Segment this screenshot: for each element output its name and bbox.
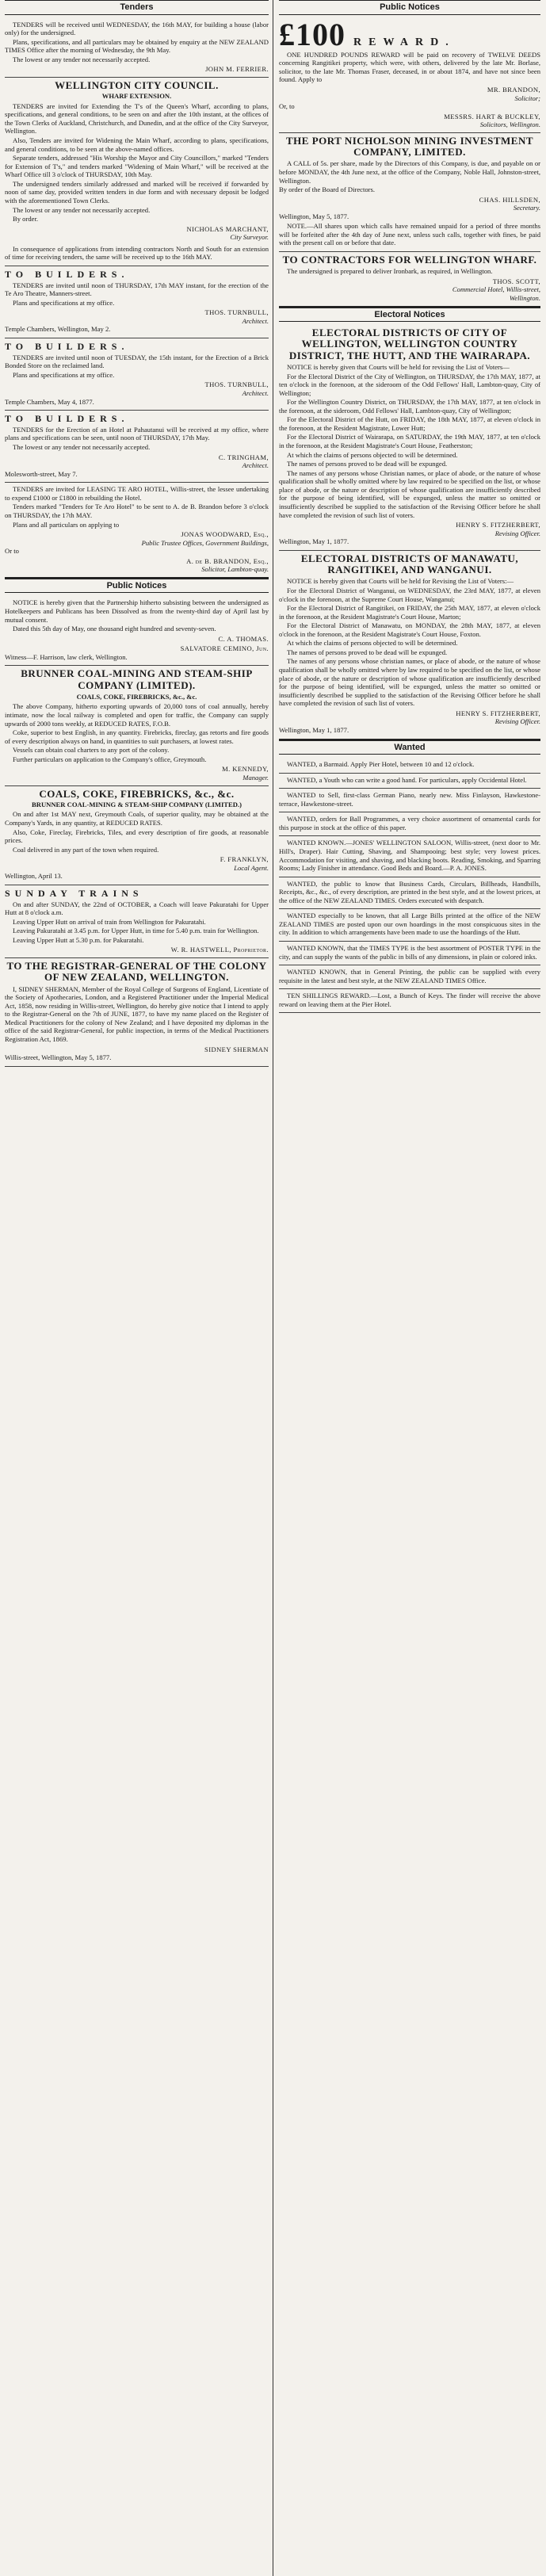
section-title-public-left: Public Notices [5, 579, 269, 594]
right-column [273, 0, 545, 2576]
electoral1-p5: For the Electoral District of Wairarapa, on SATURDAY, the 19th MAY, 1877, at ten o'clock in the forenoon, at the Resident Magistrate's Court House, Featherston; [279, 433, 540, 450]
port-nicholson-title: THE PORT NICHOLSON MINING INVESTMENT COMPANY, LIMITED. [285, 134, 534, 159]
builders-store-title: Architect. [242, 389, 269, 397]
wanted-text: WANTED especially to be known, that all Large Bills printed at the office of the NEW ZEALAND TIMES are posted upon our own hoardings in the most conspicuous sites in the city. In addition to which arrangements have been made to use the hoardings of the Hutt. [279, 912, 540, 937]
wanted-text: WANTED, a Barmaid. Apply Pier Hotel, between 10 and 12 o'clock. [287, 760, 475, 769]
wanted-text: TEN SHILLINGS REWARD.—Lost, a Bunch of Keys. The finder will receive the above reward on leaving them at the Pier Hotel. [279, 992, 540, 1008]
tender-house-p2: Plans, specifications, and all particulars may be obtained by enquiry at the NEW ZEALAND TIMES Office after the morning of Wednesday, the 9th May. [5, 37, 269, 55]
registrar-body: I, SIDNEY SHERMAN, Member of the Royal College of Surgeons of England, Licentiate of the Society of Apothecaries, London, and a Registered Practitioner under the Imperial Medical Act, 1858, now residing in Willis-street, Wellington, do hereby give notice that I intend to apply to the Registrar-General on the 7th of JUNE, 1877, to have my name placed on the Register of Medical Practitioners for the colony of New Zealand; and I have deposited my diplomas in the office of the said Registrar-General, for public inspection, in terms of the Medical Practitioners Registration Act, 1869. [5, 984, 269, 1043]
brunner2-signer-title: Local Agent. [234, 863, 269, 872]
wharf-p1: TENDERS are invited for Extending the T's of the Queen's Wharf, according to plans, specifications, and general conditions, to be seen on and after the 10th instant, at the offices of the Town Clerks of Auckland, Christchurch, and Dunedin, and at the office of the City Surveyor, Wellington. [5, 101, 269, 136]
tender-house [5, 18, 269, 78]
section-title-tenders: Tenders [5, 0, 269, 15]
reward-word: REWARD. [353, 36, 456, 48]
electoral2-date: Wellington, May 1, 1877. [279, 725, 349, 734]
brunner2-subtitle: BRUNNER COAL-MINING & STEAM-SHIP COMPANY (LIMITED.) [32, 800, 242, 808]
brunner1-signer-title: Manager. [242, 773, 269, 782]
reward-signer: MR. BRANDON, [487, 85, 540, 94]
electoral1-p6: At which the claims of persons objected to will be determined. [287, 450, 458, 459]
brunner2-title: COALS, COKE, FIREBRICKS, &c., &c. [39, 787, 235, 800]
wharf-extension [5, 78, 269, 266]
builders-hotel-body2: The lowest or any tender not necessarily accepted. [13, 443, 151, 451]
contractors-body: The undersigned is prepared to deliver Ironbark, as required, in Wellington. [287, 267, 493, 276]
brunner1-p3: Vessels can obtain coal charters to any port of the colony. [13, 746, 170, 755]
partnership-witness: Witness—F. Harrison, law clerk, Wellington. [5, 652, 128, 661]
reward-notice [279, 18, 540, 133]
builders-store-heading: TO BUILDERS. [5, 341, 129, 352]
builders-theatre-body2: Plans and specifications at my office. [13, 298, 115, 307]
wanted-text: WANTED, the public to know that Business Cards, Circulars, Billheads, Handbills, Receipts, &c., &c., of every description, are printed in the best style, and at the lowest prices, at the office of the NEW ZEALAND TIMES. Orders executed with despatch. [279, 879, 540, 904]
brunner2-address: Wellington, April 13. [5, 872, 63, 881]
builders-theatre-signer: THOS. TURNBULL, [204, 308, 269, 317]
electoral-notice-2 [279, 551, 540, 740]
builders-hotel-title: Architect. [242, 461, 269, 470]
electoral1-signer: HENRY S. FITZHERBERT, [456, 521, 540, 529]
builders-store-signer: THOS. TURNBULL, [204, 380, 269, 389]
reward-body: ONE HUNDRED POUNDS REWARD will be paid on recovery of TWELVE DEEDS concerning Rangitikei property, which were, with others, delivered by the late Mr. Borlase, solicitor, to the late Mr. Thomas Fraser, deceased, in or about 1874, and have not since been found. Apply to [279, 50, 540, 84]
builders-hotel-address: Molesworth-street, May 7. [5, 469, 78, 478]
sunday-trains-signer: W. R. HASTWELL, Proprietor. [170, 946, 269, 954]
brunner2-signer: F. FRANKLYN, [220, 855, 269, 864]
sunday-trains [5, 885, 269, 958]
builders-theatre [5, 266, 269, 338]
builders-store-body2: Plans and specifications at my office. [13, 370, 115, 379]
builders-store-body: TENDERS are invited until noon of TUESDAY, the 15th instant, for the Erection of a Brick Bonded Store on the reclaimed land. [5, 353, 269, 370]
electoral1-p4: For the Electoral District of the Hutt, on FRIDAY, the 18th MAY, 1877, at eleven o'clock in the forenoon, at the Resident Magistrate, Lower Hutt; [279, 415, 540, 432]
builders-store [5, 338, 269, 411]
brunner1-signer: M. KENNEDY, [222, 765, 269, 774]
electoral2-p4: For the Electoral District of Manawatu, on MONDAY, the 28th MAY, 1877, at eleven o'clock in the forenoon, at the Resident Magistrate's Court House, Foxton. [279, 621, 540, 638]
reward-amount: £100 [279, 16, 346, 52]
brunner1-p4: Further particulars on application to the Company's office, Greymouth. [13, 755, 207, 763]
port-nicholson-date: Wellington, May 5, 1877. [279, 212, 349, 220]
wanted-item [279, 758, 540, 774]
wharf-p3: Separate tenders, addressed "His Worship the Mayor and City Councillors," marked "Tenders for Extension of T's," and tenders marked "Widening of Main Wharf," will be received at the Wharf Office till 3 o'clock of THURSDAY, 10th May. [5, 154, 269, 179]
te-aro-body2: Tenders marked "Tenders for Te Aro Hotel" to be sent to A. de B. Brandon before 3 o'clock on THURSDAY, the 17th MAY. [5, 503, 269, 519]
electoral1-title: ELECTORAL DISTRICTS OF CITY OF WELLINGTON, WELLINGTON COUNTRY DISTRICT, THE HUTT, AND THE WAIRARAPA. [288, 327, 531, 361]
partnership-body: NOTICE is hereby given that the Partnership hitherto subsisting between the undersigned as Hotelkeepers and Publicans has been Dissolved as from the twenty-third day of April last by mutual consent. [5, 598, 269, 624]
te-aro-body: TENDERS are invited for LEASING TE ARO HOTEL, Willis-street, the lessee undertaking to expend £1000 or £1800 in rebuilding the Hotel. [5, 485, 269, 502]
wanted-text: WANTED, a Youth who can write a good hand. For particulars, apply Occidental Hotel. [287, 775, 527, 784]
registrar-signer: SIDNEY SHERMAN [204, 1045, 269, 1053]
electoral1-p8: The names of any persons whose Christian names, or place of abode, or the nature of whose qualification shall be wholly omitted where by law required to be specified on the list, or whose place of abode, or the nature or description of whose qualification are insufficiently described for the purpose of being identified, will be expunged, unless the matter so omitted or insufficiently described be supplied to the satisfaction of the Revising Officer before he shall have completed the revision of such list of voters. [279, 468, 540, 519]
wanted-text: WANTED KNOWN, that in General Printing, the public can be supplied with every requisite in the latest and best style, at the NEW ZEALAND TIMES Office. [279, 968, 540, 984]
sunday-trains-heading: SUNDAY TRAINS [5, 887, 143, 899]
electoral2-p2: For the Electoral District of Wanganui, on WEDNESDAY, the 23rd MAY, 1877, at eleven o'clock in the forenoon, at the Supreme Court House, Wanganui; [279, 586, 540, 603]
wanted-text: WANTED to Sell, first-class German Piano, nearly new. Miss Finlayson, Hawkestone-terrace, Hawkestone-street. [279, 791, 540, 808]
sunday-trains-p3: Leaving Pakuratahi at 3.45 p.m. for Upper Hutt, in time for 5.40 p.m. train for Wellington. [13, 927, 259, 935]
sunday-trains-p2: Leaving Upper Hutt on arrival of train from Wellington for Pakuratahi. [13, 917, 206, 926]
builders-theatre-heading: TO BUILDERS. [5, 268, 129, 280]
partnership-signer: C. A. THOMAS. [218, 634, 269, 643]
builders-hotel-body: TENDERS for the Erection of an Hotel at Pahautanui will be received at my office, where plans and specifications can be seen, until noon of THURSDAY, 17th May. [5, 425, 269, 442]
electoral1-p7: The names of persons proved to be dead will be expunged. [287, 460, 448, 468]
electoral2-title: ELECTORAL DISTRICTS OF MANAWATU, RANGITIKEI, AND WANGANUI. [300, 552, 519, 576]
wanted-text: WANTED, orders for Ball Programmes, a very choice assortment of ornamental cards for this purpose in stock at the office of this paper. [279, 815, 540, 831]
brunner2-p3: Coal delivered in any part of the town when required. [13, 845, 159, 854]
tender-house-p1: TENDERS will be received until WEDNESDAY, the 16th MAY, for building a house (labor only) for the undersigned. [5, 20, 269, 37]
contractors-signer-sub2: Wellington. [509, 294, 540, 302]
wharf-signer: NICHOLAS MARCHANT, [186, 224, 269, 233]
reward-header [279, 16, 540, 52]
te-aro-body3: Plans and all particulars on applying to [13, 520, 120, 529]
electoral1-p3: For the Wellington Country District, on THURSDAY, the 17th MAY, 1877, at ten o'clock in the forenoon, at the sideroom, Odd Fellows' Hall, Lambton-quay, City of Wellington; [279, 398, 540, 415]
port-nicholson-notice [279, 133, 540, 252]
section-title-wanted: Wanted [279, 740, 540, 755]
port-nicholson-signer-title: Secretary. [513, 204, 540, 212]
reward-signer2: MESSRS. HART & BUCKLEY, [444, 112, 540, 120]
brunner2-p1: On and after 1st MAY next, Greymouth Coals, of superior quality, may be obtained at the Company's Yards, in any quantity, at REDUCED RATES. [5, 810, 269, 827]
contractors-title: TO CONTRACTORS FOR WELLINGTON WHARF. [282, 254, 537, 266]
reward-signer-title: Solicitor; [514, 94, 540, 102]
wanted-item [279, 942, 540, 965]
brunner1-p2: Coke, superior to best English, in any quantity. Firebricks, fireclay, gas retorts and fire goods of every description always on hand, in quantities to suit purchasers, at lowest rates. [5, 728, 269, 745]
wharf-by-order: By order. [13, 215, 38, 224]
registrar-title: TO THE REGISTRAR-GENERAL OF THE COLONY OF NEW ZEALAND, WELLINGTON. [6, 960, 267, 984]
brunner2-p2: Also, Coke, Fireclay, Firebricks, Tiles, and every description of fire goods, at reasonable prices. [5, 827, 269, 845]
electoral-notice-1 [279, 325, 540, 551]
builders-theatre-title: Architect. [242, 316, 269, 325]
sunday-trains-p1: On and after SUNDAY, the 22nd of OCTOBER, a Coach will leave Pakuratahi for Upper Hutt at 8 o'clock a.m. [5, 900, 269, 917]
wanted-item [279, 909, 540, 942]
contractors-signer: THOS. SCOTT, [492, 277, 540, 285]
port-nicholson-note: NOTE.—All shares upon which calls have remained unpaid for a period of three months will be forfeited after the 4th day of June next, unless such calls, together with fines, be paid with the present call on or before that date. [279, 222, 540, 247]
partnership-body2: Dated this 5th day of May, one thousand eight hundred and seventy-seven. [13, 625, 216, 633]
brunner1-subtitle: COALS, COKE, FIREBRICKS, &c., &c. [76, 692, 197, 701]
te-aro-hotel [5, 483, 269, 579]
te-aro-signer-sub: Public Trustee Offices, Government Buildings, [141, 538, 269, 547]
electoral2-p7: The names of any persons whose christian names, or place of abode, or the nature of whose qualification shall be wholly omitted where by law required to be specified on the list, or whose place of abode, or the nature or description of whose qualification are insufficiently described for the purpose of being identified, will be expunged, unless the matter so omitted or insufficiently described be supplied to the satisfaction of the Revising Officer before he shall have completed the revision of such list of voters. [279, 657, 540, 708]
contractors-notice [279, 252, 540, 308]
tender-house-p3: The lowest or any tender not necessarily accepted. [13, 55, 151, 63]
electoral1-signer-title: Revising Officer. [494, 529, 540, 537]
wharf-subtitle: WHARF EXTENSION. [101, 92, 172, 101]
wharf-signer-title: City Surveyor. [230, 233, 269, 242]
te-aro-signer2-sub: Solicitor, Lambton-quay. [201, 565, 269, 574]
port-nicholson-body: A CALL of 5s. per share, made by the Directors of this Company, is due, and payable on or before MONDAY, the 4th June next, at the office of the Company, Noble Hall, Johnston-street, Wellington. [279, 159, 540, 185]
wanted-item [279, 836, 540, 877]
electoral2-signer-title: Revising Officer. [494, 717, 540, 726]
electoral2-p6: The names of persons proved to be dead will be expunged. [287, 648, 448, 656]
brunner-notice-2 [5, 786, 269, 885]
contractors-signer-sub: Commercial Hotel, Willis-street, [452, 285, 540, 294]
brunner1-p1: The above Company, hitherto exporting upwards of 20,000 tons of coal annually, hereby intimate, now the local railway is completed and open for traffic, the Company can supply upwards of 2000 tons weekly, at REDUCED RATES, F.O.B. [5, 702, 269, 728]
wanted-item [279, 877, 540, 910]
wharf-p4: The undersigned tenders similarly addressed and marked will be received if forwarded by noon of same day, provided written tenders in due form and with necessary deposit be lodged with the aforementioned Town Clerks. [5, 179, 269, 204]
te-aro-signer2: A. de B. BRANDON, Esq., [186, 556, 269, 565]
registrar-notice [5, 958, 269, 1067]
brunner-notice-1 [5, 666, 269, 785]
electoral1-p1: NOTICE is hereby given that Courts will be held for revising the List of Voters— [287, 362, 510, 371]
builders-theatre-body: TENDERS are invited until noon of THURSDAY, 17th MAY instant, for the erection of the Te Aro Theatre, Manners-street. [5, 281, 269, 298]
wanted-item [279, 774, 540, 789]
reward-signer2-title: Solicitors, Wellington. [479, 120, 540, 129]
partnership-signer2: SALVATORE CEMINO, Jun. [180, 644, 269, 653]
sunday-trains-p4: Leaving Upper Hutt at 5.30 p.m. for Pakuratahi. [13, 935, 144, 944]
reward-or: Or, to [279, 102, 295, 111]
wanted-item [279, 989, 540, 1013]
builders-theatre-address: Temple Chambers, Wellington, May 2. [5, 325, 111, 334]
wanted-item [279, 812, 540, 836]
electoral2-p1: NOTICE is hereby given that Courts will be held for Revising the List of Voters:— [287, 577, 514, 586]
port-nicholson-signer: CHAS. HILLSDEN, [479, 195, 540, 204]
electoral2-p3: For the Electoral District of Rangitikei, on FRIDAY, the 25th MAY, 1877, at eleven o'clock in the forenoon, at the Resident Magistrate's Court House, Marton; [279, 604, 540, 621]
electoral2-p5: At which the claims of persons objected to will be determined. [287, 639, 458, 648]
wanted-text: WANTED KNOWN.—JONES' WELLINGTON SALOON, Willis-street, (next door to Mr. Hill's, Draper). Hair Cutting, Shaving, and Shampooing; best style; very lowest prices. Accommodation for visiting, and shaving, and blacking boots. Reading, Smoking, and Sparring Rooms; Lady Finisher in attendance. Good Beds and Board.—P. A. JONES. [279, 839, 540, 873]
section-title-electoral: Electoral Notices [279, 308, 540, 323]
wanted-item [279, 789, 540, 812]
wanted-text: WANTED KNOWN, that the TIMES TYPE is the best assortment of POSTER TYPE in the city, and can supply the wants of the public in bills of any dimensions, in plain or colored inks. [279, 944, 540, 961]
section-title-public-right: Public Notices [279, 0, 540, 15]
wharf-p2: Also, Tenders are invited for Widening the Main Wharf, according to plans, specifications, and general conditions, to be seen at the above-named offices. [5, 136, 269, 153]
wanted-item [279, 965, 540, 989]
te-aro-signer: JONAS WOODWARD, Esq., [181, 530, 269, 539]
builders-store-address: Temple Chambers, May 4, 1877. [5, 397, 94, 406]
tender-house-signer: JOHN M. FERRIER. [205, 65, 269, 74]
te-aro-or: Or to [5, 547, 19, 556]
builders-hotel-signer: C. TRINGHAM, [218, 453, 269, 461]
builders-hotel-heading: TO BUILDERS. [5, 413, 129, 425]
wharf-p5: The lowest or any tender not necessarily accepted. [13, 205, 151, 214]
builders-hotel [5, 411, 269, 483]
brunner1-title: BRUNNER COAL-MINING AND STEAM-SHIP COMPANY (LIMITED). [21, 667, 253, 691]
electoral1-p2: For the Electoral District of the City of Wellington, on THURSDAY, the 17th MAY, 1877, at ten o'clock in the forenoon, at the sideroom of the Odd Fellows' Hall, Lambton-quay, City of Wellington; [279, 372, 540, 397]
wharf-note: In consequence of applications from intending contractors North and South for an extension of time for receiving tenders, the same will be received up to the 16th MAY. [5, 244, 269, 262]
electoral2-signer: HENRY S. FITZHERBERT, [456, 709, 540, 717]
registrar-address: Willis-street, Wellington, May 5, 1877. [5, 1053, 112, 1062]
wharf-title: WELLINGTON CITY COUNCIL. [55, 78, 219, 91]
electoral1-date: Wellington, May 1, 1877. [279, 537, 349, 546]
partnership-notice [5, 596, 269, 666]
port-nicholson-by-order: By order of the Board of Directors. [279, 185, 375, 194]
